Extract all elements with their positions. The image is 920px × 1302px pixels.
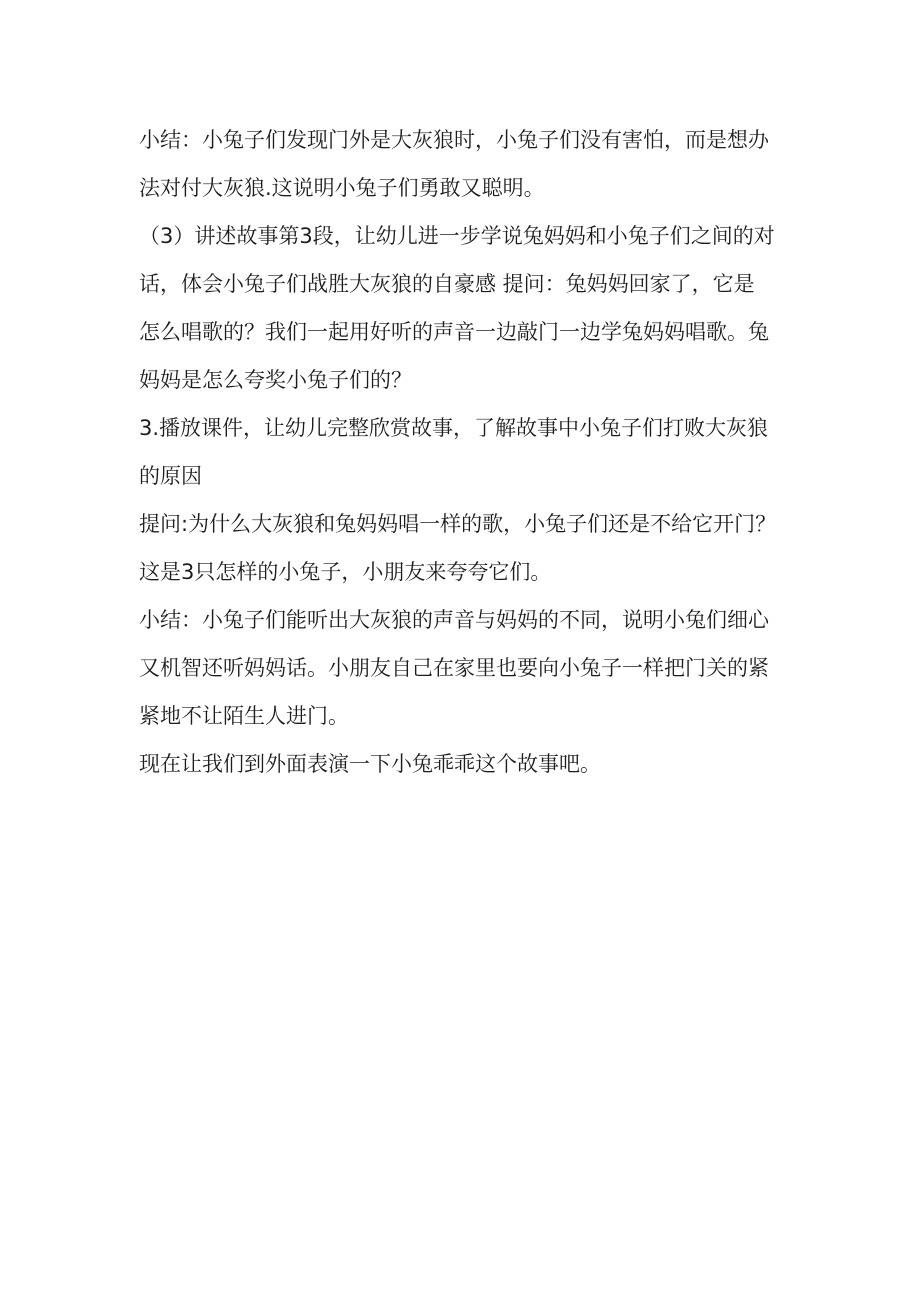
text-line: （3）讲述故事第3段，让幼儿进一步学说兔妈妈和小兔子们之间的对: [139, 224, 775, 248]
text-line: 现在让我们到外面表演一下小兔乖乖这个故事吧。: [139, 752, 601, 776]
text-line: 妈妈是怎么夸奖小兔子们的？: [139, 368, 412, 392]
text-line: 法对付大灰狼.这说明小兔子们勇敢又聪明。: [139, 176, 545, 200]
text-line: 怎么唱歌的？我们一起用好听的声音一边敲门一边学兔妈妈唱歌。兔: [139, 320, 769, 344]
paragraph-summary-1: [139, 116, 789, 212]
text-line: 3.播放课件，让幼儿完整欣赏故事，了解故事中小兔子们打败大灰狼: [139, 416, 769, 440]
paragraph-play-courseware: [139, 404, 789, 500]
text-line: 小结：小兔子们能听出大灰狼的声音与妈妈的不同，说明小兔们细心: [139, 608, 769, 632]
text-line: 紧地不让陌生人进门。: [139, 704, 349, 728]
paragraph-question: [139, 500, 789, 596]
paragraph-closing: [139, 740, 789, 788]
text-line: 这是3只怎样的小兔子，小朋友来夸夸它们。: [139, 560, 552, 584]
text-line: 话，体会小兔子们战胜大灰狼的自豪感 提问：兔妈妈回家了，它是: [139, 272, 755, 296]
paragraph-step-3: [139, 212, 789, 404]
text-line: 小结：小兔子们发现门外是大灰狼时，小兔子们没有害怕，而是想办: [139, 128, 769, 152]
text-line: 提问:为什么大灰狼和兔妈妈唱一样的歌，小兔子们还是不给它开门？: [139, 512, 777, 536]
text-line: 又机智还听妈妈话。小朋友自己在家里也要向小兔子一样把门关的紧: [139, 656, 769, 680]
text-line: 的原因: [139, 464, 202, 488]
paragraph-summary-2: [139, 596, 789, 740]
document-body: [139, 116, 789, 788]
